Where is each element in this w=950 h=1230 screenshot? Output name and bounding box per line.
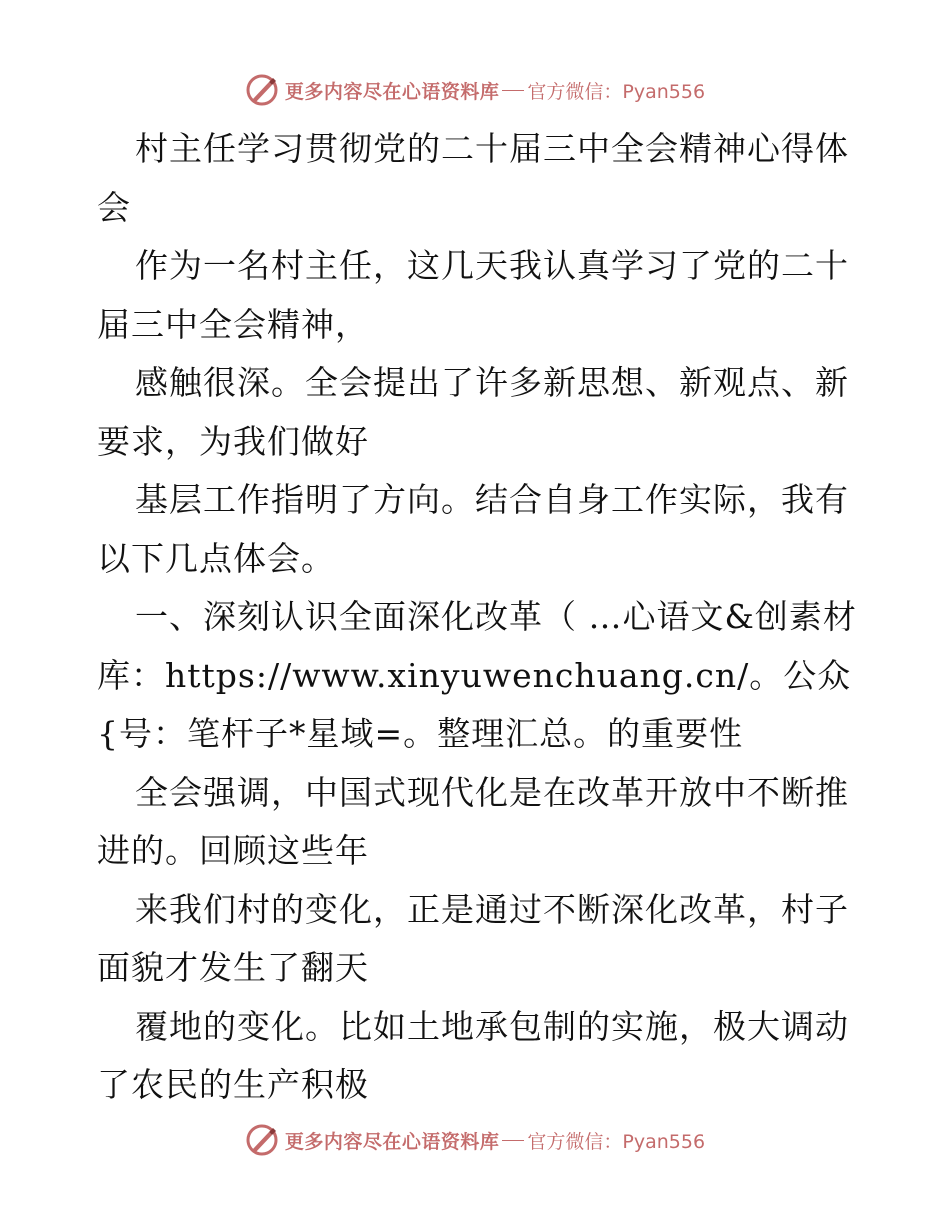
paragraph-line: 基层工作指明了方向。结合自身工作实际，我有 — [135, 480, 849, 519]
pen-logo-icon — [245, 73, 279, 107]
banner-wechat-text: 官方微信：Pyan556 — [527, 1130, 706, 1153]
banner-dash — [502, 90, 524, 91]
paragraph-line: 全会强调，中国式现代化是在改革开放中不断推 — [135, 772, 849, 812]
section-heading-line: 一、深刻认识全面深化改革（ …心语文&创素材 — [135, 597, 857, 636]
paragraph-line: 作为一名村主任，这几天我认真学习了党的二十 — [135, 246, 849, 285]
section-heading-line: {号：笔杆子*星域=。整理汇总。的重要性 — [97, 714, 744, 753]
header-watermark-banner — [0, 70, 950, 110]
footer-watermark-banner — [0, 1120, 950, 1160]
paragraph-line: 感触很深。全会提出了许多新思想、新观点、新 — [135, 363, 849, 402]
document-body — [97, 120, 857, 1115]
banner-wechat-text: 官方微信：Pyan556 — [527, 80, 706, 103]
paragraph-line: 了农民的生产积极 — [97, 1065, 369, 1104]
banner-dash — [502, 1140, 524, 1141]
banner-main-text: 更多内容尽在心语资料库 — [284, 80, 500, 103]
paragraph-line: 覆地的变化。比如土地承包制的实施，极大调动 — [135, 1006, 849, 1046]
banner-main-text: 更多内容尽在心语资料库 — [284, 1130, 500, 1153]
title-line-2: 会 — [97, 187, 131, 227]
paragraph-line: 以下几点体会。 — [97, 538, 335, 578]
paragraph-line: 面貌才发生了翻天 — [97, 948, 369, 987]
title-line-1: 村主任学习贯彻党的二十届三中全会精神心得体 — [135, 129, 849, 168]
section-heading-line: 库：https://www.xinyuwenchuang.cn/。公众 — [97, 655, 852, 695]
paragraph-line: 进的。回顾这些年 — [97, 831, 369, 870]
paragraph-line: 来我们村的变化，正是通过不断深化改革，村子 — [135, 889, 849, 929]
pen-logo-icon — [245, 1123, 279, 1157]
paragraph-line: 要求，为我们做好 — [97, 421, 369, 461]
paragraph-line: 届三中全会精神， — [97, 304, 369, 344]
